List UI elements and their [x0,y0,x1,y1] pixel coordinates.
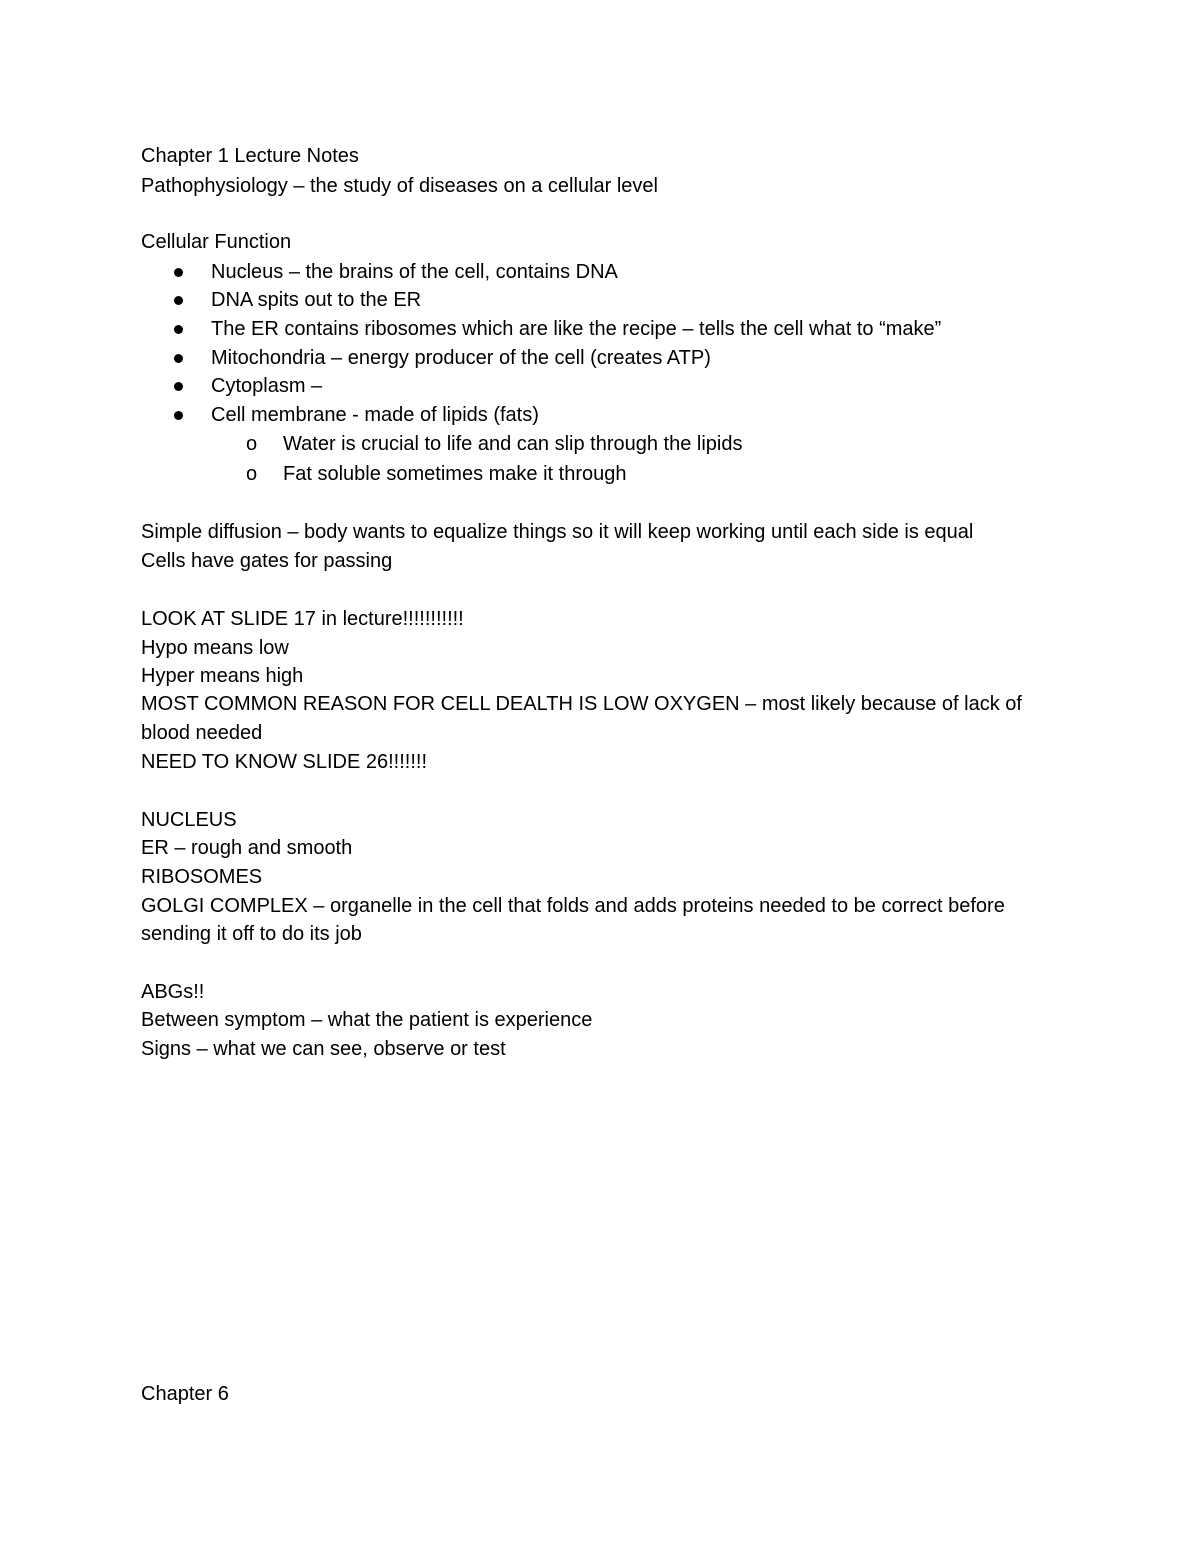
bullet-icon [172,315,186,343]
list-item: Mitochondria – energy producer of the cell (creates ATP) [211,347,711,369]
sub-list-item: Water is crucial to life and can slip through the lipids [283,433,743,455]
list-item: Cytoplasm – [211,375,323,397]
paragraph-line: Simple diffusion – body wants to equalize things so it will keep working until each side is equal [141,521,974,543]
sub-list-item: Fat soluble sometimes make it through [283,463,627,485]
next-chapter-heading: Chapter 6 [141,1383,229,1405]
paragraph-line: ER – rough and smooth [141,837,353,859]
sub-bullet-icon: o [246,463,258,485]
list-item: Nucleus – the brains of the cell, contains DNA [211,261,618,283]
paragraph-line: NUCLEUS [141,809,237,831]
paragraph-line: sending it off to do its job [141,923,362,945]
paragraph-line: Signs – what we can see, observe or test [141,1038,506,1060]
bullet-icon [172,258,186,286]
definition-line: Pathophysiology – the study of diseases on a cellular level [141,175,658,197]
paragraph-line: Hypo means low [141,637,289,659]
paragraph-line: NEED TO KNOW SLIDE 26!!!!!!! [141,751,428,773]
bullet-icon [172,401,186,429]
paragraph-line: ABGs!! [141,981,205,1003]
sub-bullet-icon: o [246,433,258,455]
list-item: The ER contains ribosomes which are like the recipe – tells the cell what to “make” [211,318,942,340]
paragraph-line: GOLGI COMPLEX – organelle in the cell that folds and adds proteins needed to be correct before [141,895,1005,917]
section-heading-cellular-function: Cellular Function [141,231,292,253]
paragraph-line: blood needed [141,722,263,744]
paragraph-line: LOOK AT SLIDE 17 in lecture!!!!!!!!!!! [141,608,464,630]
paragraph-line: RIBOSOMES [141,866,263,888]
paragraph-line: Between symptom – what the patient is experience [141,1009,593,1031]
list-item: DNA spits out to the ER [211,289,422,311]
list-item: Cell membrane - made of lipids (fats) [211,404,539,426]
document-title: Chapter 1 Lecture Notes [141,145,359,167]
bullet-icon [172,372,186,400]
bullet-icon [172,286,186,314]
paragraph-line: MOST COMMON REASON FOR CELL DEALTH IS LOW OXYGEN – most likely because of lack of [141,693,1022,715]
bullet-icon [172,344,186,372]
paragraph-line: Hyper means high [141,665,304,687]
paragraph-line: Cells have gates for passing [141,550,393,572]
